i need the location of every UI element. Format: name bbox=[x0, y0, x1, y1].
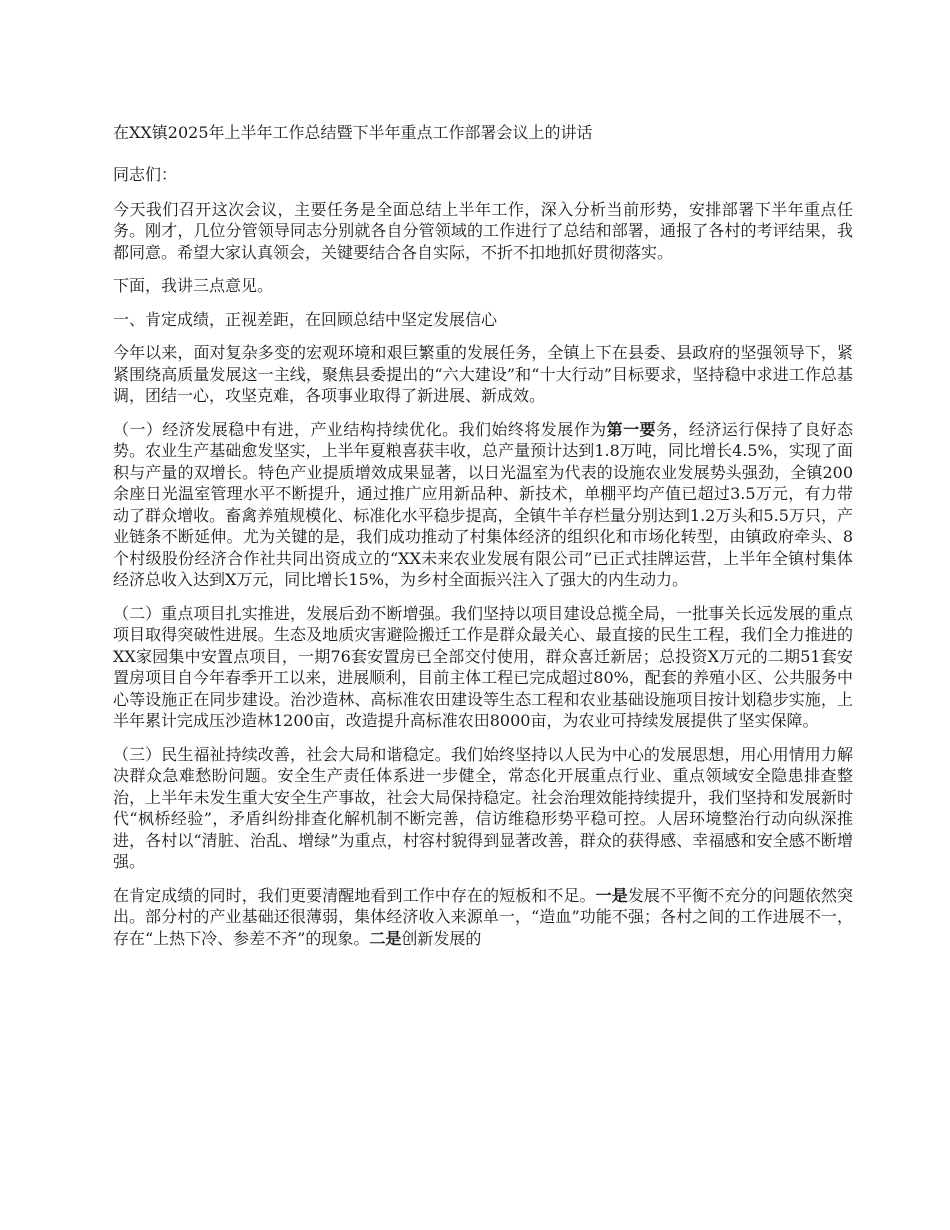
salutation: 同志们： bbox=[113, 165, 178, 184]
projects-paragraph: （二）重点项目扎实推进，发展后劲不断增强。我们坚持以项目建设总揽全局，一批事关长远发展的重点项目取得突破性进展。生态及地质灾害避险搬迁工作是群众最关心、最直接的民生工程，我们全力推进的XX家园集中安置点项目，一期76套安置房已全部交付使用，群众喜迁新居；总投资X万元的二期51套安置房项目自今年春季开工以来，进展顺利，目前主体工程已完成超过80%，配套的养殖小区、公共服务中心等设施正在同步建设。治沙造林、高标准农田建设等生态工程和农业基础设施项目按计划稳步实施，上半年累计完成压沙造林1200亩，改造提升高标准农田8000亩，为农业可持续发展提供了坚实保障。 bbox=[113, 603, 853, 730]
economy-bold-text: 第一要 bbox=[606, 419, 656, 439]
document-page bbox=[113, 122, 853, 961]
section1-heading: 一、肯定成绩，正视差距，在回顾总结中坚定发展信心 bbox=[113, 309, 498, 329]
point-one-marker: 一是 bbox=[595, 885, 628, 905]
document-title: 在XX镇2025年上半年工作总结暨下半年重点工作部署会议上的讲话 bbox=[113, 123, 593, 142]
shortcomings-text-end: 创新发展的 bbox=[401, 928, 482, 948]
three-points-line: 下面，我讲三点意见。 bbox=[113, 276, 274, 295]
economy-text-start: （一）经济发展稳中有进，产业结构持续优化。我们始终将发展作为 bbox=[113, 419, 607, 439]
point-two-marker: 二是 bbox=[369, 928, 402, 948]
livelihood-paragraph: （三）民生福祉持续改善，社会大局和谐稳定。我们始终坚持以人民为中心的发展思想，用心用情用力解决群众急难愁盼问题。安全生产责任体系进一步健全，常态化开展重点行业、重点领域安全隐患排查整治，上半年未发生重大安全生产事故，社会大局保持稳定。社会治理效能持续提升，我们坚持和发展新时代“枫桥经验”，矛盾纠纷排查化解机制不断完善，信访维稳形势平稳可控。人居环境整治行动向纵深推进，各村以“清脏、治乱、增绿”为重点，村容村貌得到显著改善，群众的获得感、幸福感和安全感不断增强。 bbox=[113, 744, 853, 871]
economy-paragraph bbox=[113, 419, 853, 591]
intro-paragraph: 今天我们召开这次会议，主要任务是全面总结上半年工作，深入分析当前形势，安排部署下半年重点任务。刚才，几位分管领导同志分别就各自分管领域的工作进行了总结和部署，通报了各村的考评结果，我都同意。希望大家认真领会，关键要结合各自实际，不折不扣地抓好贯彻落实。 bbox=[113, 199, 853, 262]
shortcomings-text-start: 在肯定成绩的同时，我们更要清醒地看到工作中存在的短板和不足。 bbox=[113, 885, 596, 905]
shortcomings-text-middle: 发展不平衡不充分的问题依然突出。部分村的产业基础还很薄弱，集体经济收入来源单一，“造血”功能不强；各村之间的工作进展不一，存在“上热下冷、参差不齐”的现象。 bbox=[113, 885, 853, 948]
shortcomings-paragraph bbox=[113, 885, 853, 950]
economy-text-rest: 务，经济运行保持了良好态势。农业生产基础愈发坚实，上半年夏粮喜获丰收，总产量预计达到1.8万吨，同比增长4.5%，实现了面积与产量的双增长。特色产业提质增效成果显著，以日光温室为代表的设施农业发展势头强劲，全镇200余座日光温室管理水平不断提升，通过推广应用新品种、新技术，单棚平均产值已超过3.5万元，有力带动了群众增收。畜禽养殖规模化、标准化水平稳步提高，全镇牛羊存栏量分别达到1.2万头和5.5万只，产业链条不断延伸。尤为关键的是，我们成功推动了村集体经济的组织化和市场化转型，由镇政府牵头、8个村级股份经济合作社共同出资成立的“XX未来农业发展有限公司”已正式挂牌运营，上半年全镇村集体经济总收入达到X万元，同比增长15%，为乡村全面振兴注入了强大的内生动力。 bbox=[113, 419, 853, 589]
section1-intro-paragraph: 今年以来，面对复杂多变的宏观环境和艰巨繁重的发展任务，全镇上下在县委、县政府的坚强领导下，紧紧围绕高质量发展这一主线，聚焦县委提出的“六大建设”和“十大行动”目标要求，坚持稳中求进工作总基调，团结一心，攻坚克难，各项事业取得了新进展、新成效。 bbox=[113, 343, 853, 405]
